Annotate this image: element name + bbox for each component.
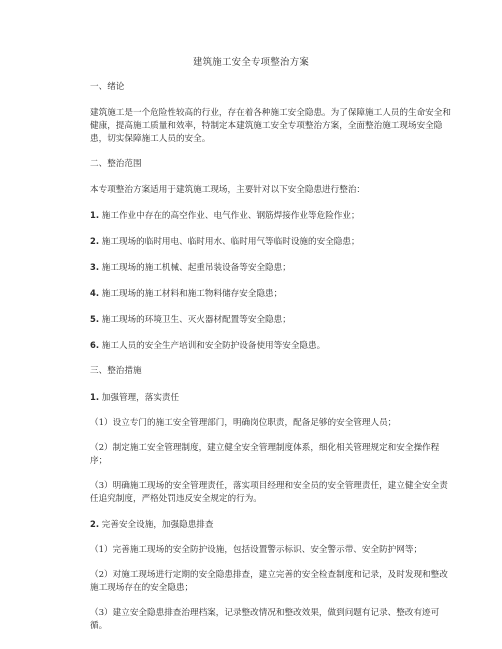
scope-item	[90, 261, 456, 275]
scope-item	[90, 209, 456, 223]
measure-title: 加强管理，落实责任	[101, 393, 180, 403]
measure-heading-2	[90, 518, 456, 532]
item-text: 施工现场的施工机械、起重吊装设备等安全隐患；	[101, 263, 291, 273]
item-number: 3.	[90, 262, 100, 272]
scope-item	[90, 313, 456, 327]
section-heading-2: 二、整治范围	[90, 159, 142, 169]
measure-number: 1.	[90, 392, 100, 402]
measure-number: 2.	[90, 519, 100, 529]
item-number: 2.	[90, 236, 100, 246]
measure-heading-1	[90, 391, 456, 405]
measure-subitem: （1）设立专门的施工安全管理部门，明确岗位职责，配备足够的安全管理人员；	[90, 418, 397, 428]
item-number: 4.	[90, 288, 100, 298]
measure-title: 完善安全设施，加强隐患排查	[101, 520, 214, 530]
section-heading-1: 一、绪论	[90, 82, 125, 92]
item-text: 施工现场的施工材料和施工物料储存安全隐患；	[101, 289, 283, 299]
scope-item	[90, 287, 456, 301]
item-number: 1.	[90, 210, 100, 220]
item-text: 施工人员的安全生产培训和安全防护设备使用等安全隐患。	[101, 341, 326, 351]
measure-subitem: （1）完善施工现场的安全防护设施，包括设置警示标识、安全警示带、安全防护网等；	[90, 545, 423, 555]
item-text: 施工现场的环境卫生、灭火器材配置等安全隐患；	[101, 315, 291, 325]
document-title: 建筑施工安全专项整治方案	[192, 57, 310, 68]
scope-item	[90, 235, 456, 249]
measure-subitem: （3）明确施工现场的安全管理责任，落实项目经理和安全员的安全管理责任，建立健全安全责任追究制度，严格处罚违反安全规定的行为。	[90, 481, 448, 504]
item-text: 施工现场的临时用电、临时用水、临时用气等临时设施的安全隐患；	[101, 237, 360, 247]
section-heading-3: 三、整治措施	[90, 366, 142, 376]
item-text: 施工作业中存在的高空作业、电气作业、钢筋焊接作业等危险作业；	[101, 211, 360, 221]
measure-subitem: （3）建立安全隐患排查治理档案，记录整改情况和整改效果，做到问题有记录、整改有迹可循。	[90, 608, 440, 631]
item-number: 5.	[90, 314, 100, 324]
scope-item	[90, 339, 456, 353]
scope-paragraph: 本专项整治方案适用于建筑施工现场，主要针对以下安全隐患进行整治：	[90, 185, 366, 195]
measure-subitem: （2）制定施工安全管理制度，建立健全安全管理制度体系，细化相关管理规定和安全操作程序；	[90, 443, 440, 466]
intro-paragraph: 建筑施工是一个危险性较高的行业，存在着各种施工安全隐患。为了保障施工人员的生命安全和健康，提高施工质量和效率，特制定本建筑施工安全专项整治方案，全面整治施工现场安全隐患，切实保障施工人员的安全。	[90, 108, 451, 144]
item-number: 6.	[90, 340, 100, 350]
measure-subitem: （2）对施工现场进行定期的安全隐患排查，建立完善的安全检查制度和记录，及时发现和整改施工现场存在的安全隐患；	[90, 570, 448, 593]
